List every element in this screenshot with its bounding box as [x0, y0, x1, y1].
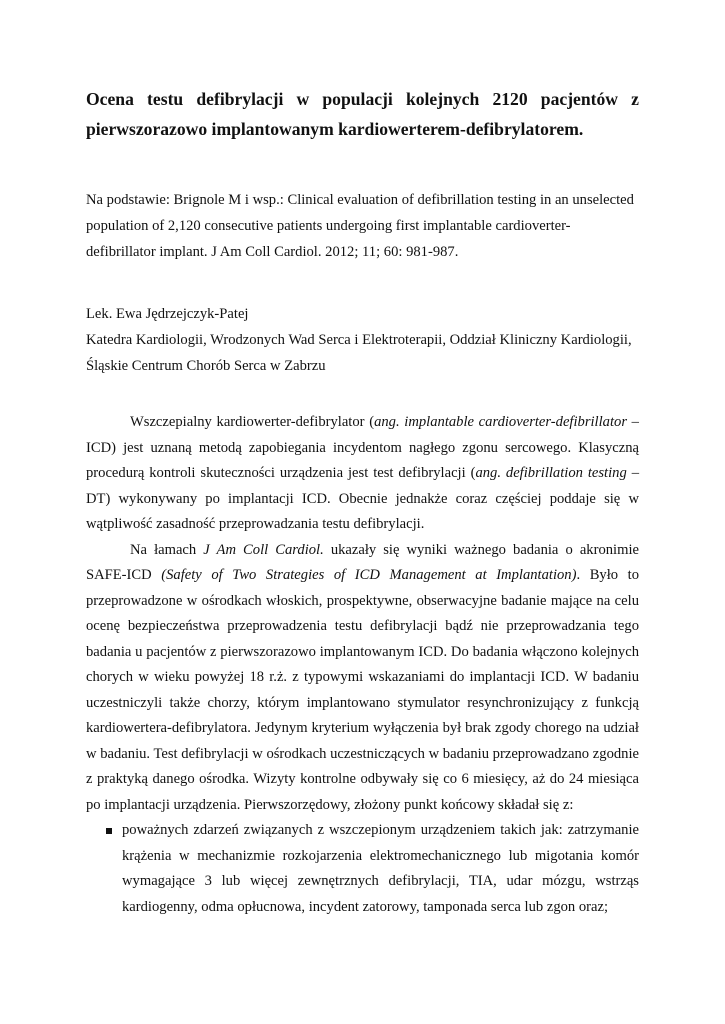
endpoint-list	[86, 818, 639, 920]
paragraph-study-text1: Na łamach	[130, 541, 204, 558]
author-name: Lek. Ewa Jędrzejczyk-Patej	[86, 306, 249, 322]
paragraph-study-text2: ukazały się wyniki ważnego badania o akronimie SAFE-ICD	[86, 541, 639, 583]
author-affiliation-line2: Śląskie Centrum Chorób Serca w Zabrzu	[86, 358, 326, 374]
paragraph-intro-text2: – ICD) jest uznaną metodą zapobiegania incydentom nagłego zgonu sercowego. Klasyczną procedurą kontroli skuteczności urządzenia jest test defibrylacji (	[86, 414, 639, 481]
author-affiliation-line1: Katedra Kardiologii, Wrodzonych Wad Serca i Elektroterapii, Oddział Kliniczny Kardiologii,	[86, 332, 632, 348]
paragraph-study	[86, 538, 639, 819]
document-title: Ocena testu defibrylacji w populacji kolejnych 2120 pacjentów z pierwszorazowo implantowanym kardiowerterem-defibrylatorem.	[86, 89, 639, 139]
paragraph-intro	[86, 410, 639, 538]
paragraph-intro-italic2: ang. defibrillation testing	[475, 465, 627, 481]
paragraph-intro-italic1: ang. implantable cardioverter-defibrillator	[374, 414, 627, 430]
paragraph-study-italic1: J Am Coll Cardiol.	[203, 541, 324, 558]
paragraph-study-italic2: (Safety of Two Strategies of ICD Management at Implantation)	[161, 567, 577, 583]
paragraph-study-text3: . Było to przeprowadzone w ośrodkach włoskich, prospektywne, obserwacyjne badanie mające na celu ocenę bezpieczeństwa przeprowadzenia testu defibrylacji bądź nie przeprowadzania tego badania u pacjentów z pierwszorazowo implantowanym ICD. Do badania włączono kolejnych chorych w wieku powyżej 18 r.ż. z typowymi wskazaniami do implantacji ICD. W badaniu uczestniczyli także chorzy, którym implantowano stymulator resynchronizujący z funkcją kardiowertera-defibrylatora. Jedynym kryterium wyłączenia był brak zgody chorego na udział w badaniu. Test defibrylacji w ośrodkach uczestniczących w badaniu przeprowadzano zgodnie z praktyką danego ośrodka. Wizyty kontrolne odbywały się co 6 miesięcy, aż do 24 miesiąca po implantacji urządzenia. Pierwszorzędowy, złożony punkt końcowy składał się z:	[86, 567, 640, 813]
list-item	[86, 818, 639, 920]
author-block	[86, 301, 639, 379]
paragraph-intro-text3: – DT) wykonywany po implantacji ICD. Obecnie jednakże coraz częściej poddaje się w wątpliwość zasadność przeprowadzania testu defibrylacji.	[86, 465, 639, 532]
body-text	[86, 410, 639, 920]
list-item-text: poważnych zdarzeń związanych z wszczepionym urządzeniem takich jak: zatrzymanie krążenia w mechanizmie rozkojarzenia elektromechanicznego lub migotania komór wymagające 3 lub więcej zewnętrznych defibrylacji, TIA, udar mózgu, wstrząs kardiogenny, odma opłucnowa, incydent zatorowy, tamponada serca lub zgon oraz;	[122, 822, 639, 915]
square-bullet-icon	[106, 828, 112, 834]
document-page	[86, 0, 639, 1024]
paragraph-intro-text1: Wszczepialny kardiowerter-defibrylator (	[130, 414, 375, 430]
source-citation: Na podstawie: Brignole M i wsp.: Clinical evaluation of defibrillation testing in an unselected population of 2,120 consecutive patients undergoing first implantable cardioverter-defibrillator implant. J Am Coll Cardiol. 2012; 11; 60: 981-987.	[86, 192, 634, 260]
